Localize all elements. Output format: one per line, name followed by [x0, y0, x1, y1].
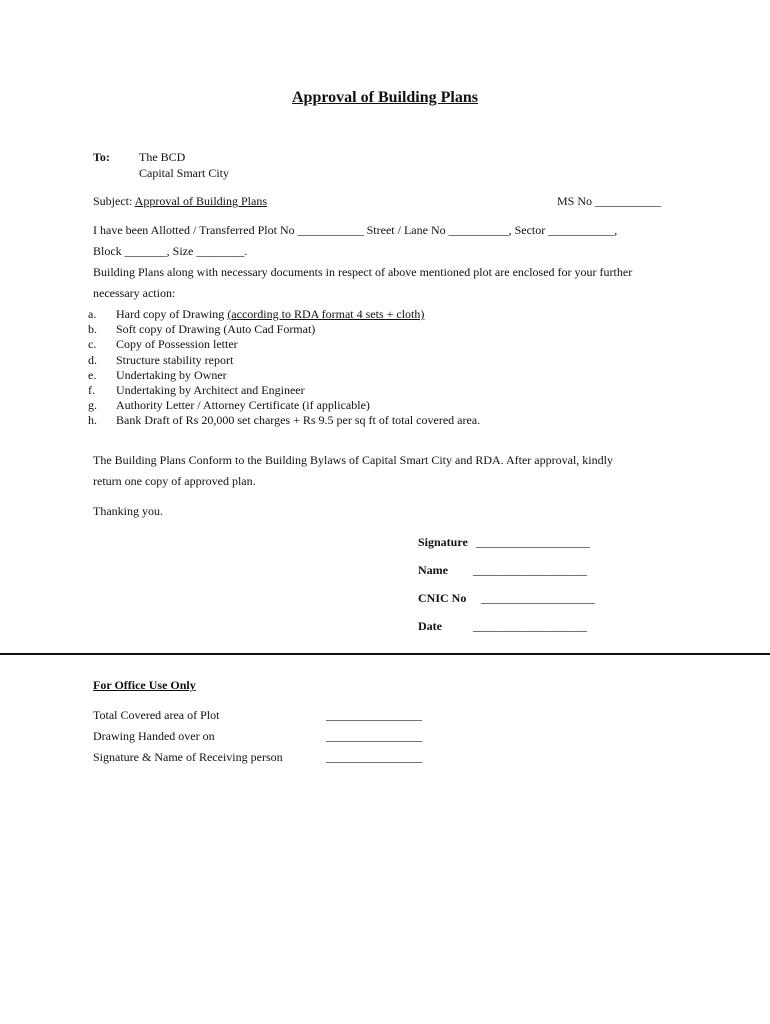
- section-divider: [0, 653, 770, 655]
- list-item: [88, 413, 480, 428]
- date-label: Date: [418, 619, 442, 633]
- to-label: To:: [93, 150, 110, 164]
- enclosed-line-2: necessary action:: [93, 286, 176, 300]
- list-item: [88, 307, 480, 322]
- list-marker: g.: [88, 398, 97, 413]
- cnic-label: CNIC No: [418, 591, 467, 605]
- list-item: [88, 353, 480, 368]
- list-marker: b.: [88, 322, 97, 337]
- office-row-blank: ________________: [326, 729, 422, 743]
- document-title: Approval of Building Plans: [292, 89, 478, 106]
- name-blank: ___________________: [473, 563, 587, 577]
- list-item-text: Undertaking by Owner: [116, 367, 227, 382]
- list-item-text: Authority Letter / Attorney Certificate (if applicable): [116, 398, 370, 413]
- office-row-blank: ________________: [326, 708, 422, 722]
- list-marker: c.: [88, 337, 97, 352]
- office-row-label: Total Covered area of Plot: [93, 708, 220, 722]
- signature-label: Signature: [418, 535, 468, 549]
- subject-label: Subject:: [93, 194, 133, 208]
- list-marker: a.: [88, 307, 97, 321]
- ms-number-field: MS No ___________: [557, 194, 662, 208]
- signature-blank: ___________________: [476, 535, 590, 549]
- office-row-label: Drawing Handed over on: [93, 729, 215, 743]
- block-size-line: Block _______, Size ________.: [93, 244, 248, 258]
- allotted-line: I have been Allotted / Transferred Plot No ___________ Street / Lane No __________, Sector ___________,: [93, 223, 618, 237]
- list-item: [88, 398, 480, 413]
- recipient-line-2: Capital Smart City: [139, 166, 229, 180]
- cnic-blank: ___________________: [481, 591, 595, 605]
- list-item-text: Hard copy of Drawing: [116, 307, 228, 321]
- list-item-text: Structure stability report: [116, 352, 234, 367]
- list-item: [88, 337, 480, 352]
- office-row-blank: ________________: [326, 750, 422, 764]
- name-label: Name: [418, 563, 448, 577]
- thanking-text: Thanking you.: [93, 504, 163, 518]
- list-item-text: Undertaking by Architect and Engineer: [116, 382, 305, 397]
- list-item-text: Copy of Possession letter: [116, 337, 238, 352]
- enclosed-line-1: Building Plans along with necessary documents in respect of above mentioned plot are enclosed for your further: [93, 265, 633, 279]
- date-blank: ___________________: [473, 619, 587, 633]
- list-item-text: Bank Draft of Rs 20,000 set charges + Rs 9.5 per sq ft of total covered area.: [116, 413, 481, 428]
- recipient-line-1: The BCD: [139, 150, 186, 164]
- rda-format-note: (according to RDA format 4 sets + cloth): [227, 307, 425, 321]
- list-item: [88, 368, 480, 383]
- subject-text: Approval of Building Plans: [134, 194, 267, 208]
- conform-line-2: return one copy of approved plan.: [93, 474, 256, 488]
- list-marker: h.: [88, 413, 97, 428]
- list-item-text: Soft copy of Drawing (Auto Cad Format): [116, 322, 316, 337]
- list-marker: d.: [88, 352, 97, 367]
- list-item: [88, 383, 480, 398]
- list-item: [88, 322, 480, 337]
- office-row-label: Signature & Name of Receiving person: [93, 750, 283, 764]
- office-use-heading: For Office Use Only: [93, 678, 196, 692]
- documents-list: [88, 307, 480, 429]
- list-marker: f.: [88, 382, 95, 397]
- conform-line-1: The Building Plans Conform to the Building Bylaws of Capital Smart City and RDA. After approval, kindly: [93, 453, 613, 467]
- subject-line: [93, 194, 267, 209]
- list-marker: e.: [88, 367, 97, 382]
